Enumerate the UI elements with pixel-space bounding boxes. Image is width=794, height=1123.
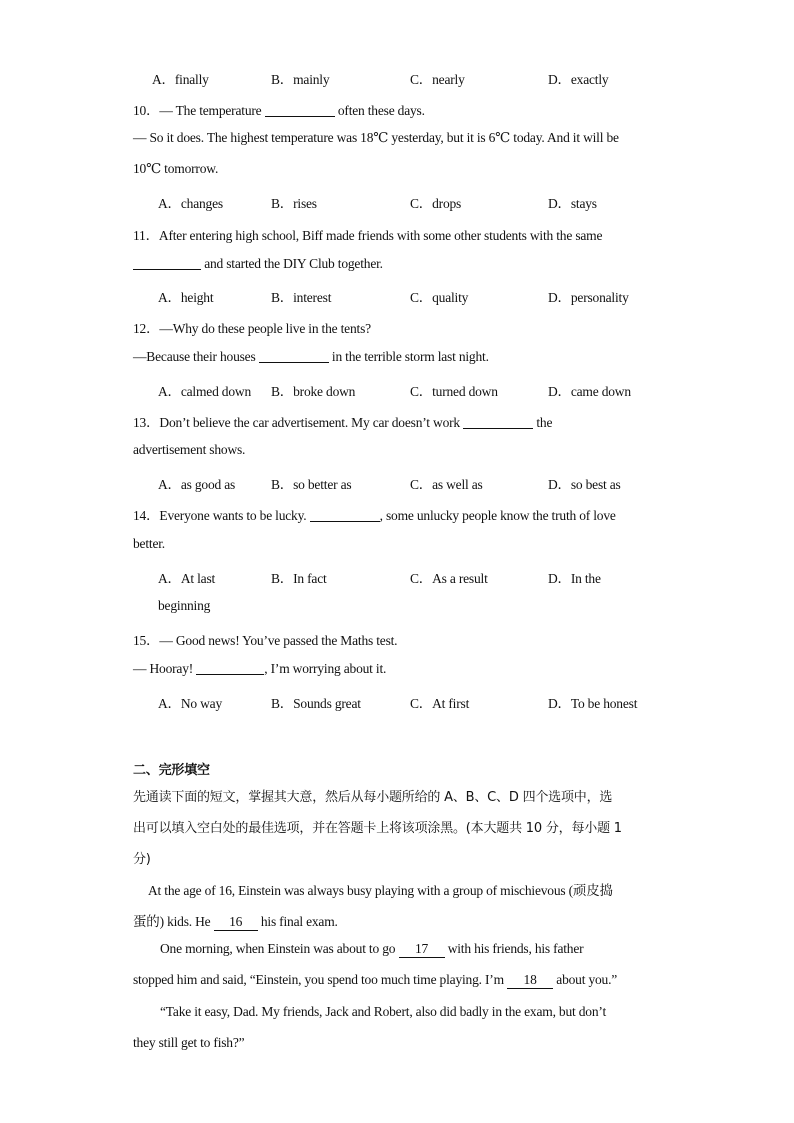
q13-option-d[interactable]: D．so best as: [548, 477, 621, 492]
q14-option-a[interactable]: A．At last: [158, 571, 216, 586]
q15-text-post: , I’m worrying about it.: [264, 661, 387, 676]
q14-option-d[interactable]: D．In the: [548, 571, 601, 586]
q14-option-d-continued[interactable]: beginning: [158, 598, 211, 613]
q15-option-b[interactable]: B．Sounds great: [271, 696, 361, 711]
section-instructions-line2: 出可以填入空白处的最佳选项，并在答题卡上将该项涂黑。(本大题共 10 分，每小题 1: [133, 821, 622, 836]
q15-blank: [196, 660, 264, 675]
q14-text-pre: 14．Everyone wants to be lucky.: [133, 508, 307, 523]
q11-blank: [133, 255, 201, 270]
q10-blank: [265, 102, 335, 117]
q9-option-b[interactable]: B．mainly: [271, 72, 330, 87]
q11-option-d[interactable]: D．personality: [548, 290, 629, 305]
passage-text: 蛋的) kids. He: [133, 914, 211, 929]
q12-option-c[interactable]: C．turned down: [410, 384, 498, 399]
q12-option-d[interactable]: D．came down: [548, 384, 631, 399]
passage-text: his final exam.: [260, 914, 338, 929]
q11-option-a[interactable]: A．height: [158, 290, 214, 305]
q10-text-post: often these days.: [337, 103, 425, 118]
q12-option-a[interactable]: A．calmed down: [158, 384, 252, 399]
cloze-blank-17: 17: [399, 941, 445, 958]
section-heading: 二、完形填空: [133, 763, 210, 778]
passage-p2-line2: [133, 972, 617, 989]
section-instructions-line1: 先通读下面的短文，掌握其大意，然后从每小题所给的 A、B、C、D 四个选项中，选: [133, 790, 613, 805]
q12-text-pre: —Because their houses: [133, 349, 256, 364]
q10-option-a[interactable]: A．changes: [158, 196, 223, 211]
passage-p1-line2: [133, 910, 338, 931]
q13-option-c[interactable]: C．as well as: [410, 477, 483, 492]
q14-option-c[interactable]: C．As a result: [410, 571, 488, 586]
q12-stem-line2: [133, 348, 489, 365]
q11-text-post: and started the DIY Club together.: [204, 256, 383, 271]
q10-text-pre: 10．— The temperature: [133, 103, 262, 118]
passage-text: with his friends, his father: [447, 941, 584, 956]
q13-stem-line1: [133, 411, 552, 431]
q15-option-c[interactable]: C．At first: [410, 696, 470, 711]
q10-stem-line3: 10℃ tomorrow.: [133, 161, 219, 176]
q14-stem-line1: [133, 504, 616, 524]
q10-stem-line1: [133, 99, 425, 119]
q13-option-b[interactable]: B．so better as: [271, 477, 352, 492]
passage-text: about you.”: [556, 972, 618, 987]
q13-blank: [463, 414, 533, 429]
passage-text: stopped him and said, “Einstein, you spend too much time playing. I’m: [133, 972, 504, 987]
q10-option-d[interactable]: D．stays: [548, 196, 597, 211]
q12-text-post: in the terrible storm last night.: [331, 349, 489, 364]
q12-blank: [259, 348, 329, 363]
q15-option-d[interactable]: D．To be honest: [548, 696, 638, 711]
q10-option-b[interactable]: B．rises: [271, 196, 317, 211]
cloze-blank-16: 16: [214, 914, 258, 931]
q9-option-a[interactable]: A．finally: [152, 72, 209, 87]
q13-text-post: the: [536, 415, 553, 430]
passage-text: One morning, when Einstein was about to go: [160, 941, 396, 956]
passage-p3-line2: they still get to fish?”: [133, 1035, 245, 1050]
q12-option-b[interactable]: B．broke down: [271, 384, 356, 399]
q10-stem-line2: — So it does. The highest temperature was 18℃ yesterday, but it is 6℃ today. And it will be: [133, 130, 619, 145]
q11-option-b[interactable]: B．interest: [271, 290, 332, 305]
q15-stem-line2: [133, 660, 386, 677]
q10-option-c[interactable]: C．drops: [410, 196, 462, 211]
q12-stem-line1: 12．—Why do these people live in the tents?: [133, 321, 371, 336]
q9-option-c[interactable]: C．nearly: [410, 72, 465, 87]
passage-p2-line1: [160, 941, 583, 958]
passage-p1-line1: At the age of 16, Einstein was always busy playing with a group of mischievous (顽皮捣: [148, 883, 613, 898]
q14-stem-line2: better.: [133, 536, 165, 551]
section-instructions-line3: 分): [133, 852, 151, 867]
q11-stem-line1: 11．After entering high school, Biff made friends with some other students with the same: [133, 228, 603, 243]
q9-option-d[interactable]: D．exactly: [548, 72, 609, 87]
q15-text-pre: — Hooray!: [133, 661, 194, 676]
q11-option-c[interactable]: C．quality: [410, 290, 469, 305]
q14-blank: [310, 507, 380, 522]
q13-option-a[interactable]: A．as good as: [158, 477, 236, 492]
q13-text-pre: 13．Don’t believe the car advertisement. My car doesn’t work: [133, 415, 460, 430]
q15-stem-line1: 15．— Good news! You’ve passed the Maths test.: [133, 633, 398, 648]
cloze-blank-18: 18: [507, 972, 553, 989]
q14-text-post: , some unlucky people know the truth of love: [379, 508, 616, 523]
q15-option-a[interactable]: A．No way: [158, 696, 223, 711]
q11-stem-line2: [133, 255, 383, 272]
q13-stem-line2: advertisement shows.: [133, 442, 246, 457]
passage-p3-line1: “Take it easy, Dad. My friends, Jack and Robert, also did badly in the exam, but don’t: [160, 1004, 606, 1019]
q14-option-b[interactable]: B．In fact: [271, 571, 327, 586]
